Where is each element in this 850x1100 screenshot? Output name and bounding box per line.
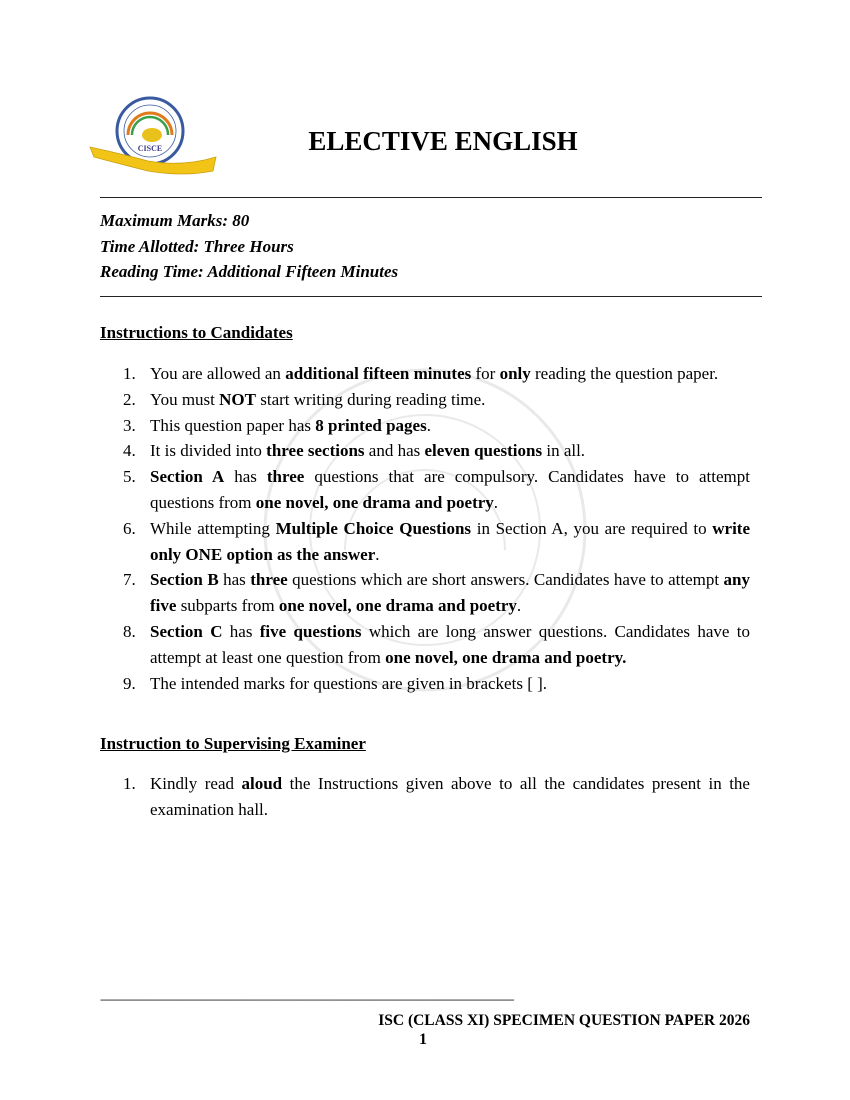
bold-text: only xyxy=(499,364,531,383)
bold-text: aloud xyxy=(241,774,283,793)
candidates-heading: Instructions to Candidates xyxy=(100,323,293,342)
page-number: 1 xyxy=(419,1031,427,1048)
text: start writing during reading time. xyxy=(255,389,486,409)
bold-text: write only ONE option as the answer xyxy=(150,518,751,564)
text: The intended marks for questions are given in brackets [ ]. xyxy=(150,673,548,693)
footer-text: ISC (CLASS XI) SPECIMEN QUESTION PAPER 2026 xyxy=(378,1012,750,1029)
item-number: 2. xyxy=(123,389,136,409)
instruction-item xyxy=(100,671,750,697)
bold-text: additional fifteen minutes xyxy=(285,364,472,383)
instruction-item xyxy=(100,516,750,568)
bold-text: Section A xyxy=(150,467,225,487)
instruction-item xyxy=(100,464,750,516)
footer-rule: ------------------------------------------------------------------------------------------------------------------------------------------ xyxy=(100,992,514,1006)
bold-text: three xyxy=(266,467,305,487)
bold-text: any five xyxy=(150,570,750,616)
bold-text: five questions xyxy=(259,621,362,641)
bold-text: three xyxy=(250,570,288,590)
item-number: 9. xyxy=(123,673,136,693)
text: has xyxy=(224,467,267,487)
svg-text:CISCE: CISCE xyxy=(137,144,163,153)
bold-text: Section C xyxy=(150,621,223,641)
item-number: 5. xyxy=(123,467,136,487)
item-number: 6. xyxy=(123,518,136,538)
text: has xyxy=(218,570,251,590)
max-marks: Maximum Marks: 80 xyxy=(100,211,250,230)
text: questions that are compulsory. Candidates have to attempt questions from xyxy=(150,467,750,512)
text: Kindly read xyxy=(150,774,242,793)
text: You must xyxy=(150,389,220,409)
text: . xyxy=(426,415,431,435)
instruction-item xyxy=(100,567,750,619)
item-number: 1. xyxy=(123,774,136,793)
bold-text: one novel, one drama and poetry xyxy=(278,596,517,616)
text: the Instructions given above to all the candidates present in the examination hall. xyxy=(150,774,750,819)
divider xyxy=(100,296,762,297)
time-allotted: Time Allotted: Three Hours xyxy=(100,237,294,256)
instruction-item xyxy=(100,413,750,439)
bold-text: one novel, one drama and poetry xyxy=(255,492,494,512)
bold-text: Section B xyxy=(150,570,219,590)
text: . xyxy=(375,544,380,564)
instruction-item xyxy=(100,438,750,464)
item-number: 7. xyxy=(123,570,136,590)
text: . xyxy=(516,596,522,616)
instruction-item xyxy=(100,387,750,413)
item-number: 8. xyxy=(123,621,136,641)
page-title: ELECTIVE ENGLISH xyxy=(308,126,578,156)
text: This question paper has xyxy=(150,415,316,435)
item-number: 3. xyxy=(123,415,136,435)
text: for xyxy=(471,364,500,383)
bold-text: NOT xyxy=(219,389,256,409)
bold-text: 8 printed pages xyxy=(315,415,427,435)
text: . xyxy=(493,492,499,512)
text: It is divided into xyxy=(150,441,267,461)
bold-text: one novel, one drama and poetry. xyxy=(385,647,627,667)
bold-text: eleven questions xyxy=(424,441,543,461)
divider xyxy=(100,197,762,198)
candidate-instructions-list xyxy=(100,361,750,696)
bold-text: Multiple Choice Questions xyxy=(275,518,472,538)
item-number: 1. xyxy=(123,364,136,383)
text: You are allowed an xyxy=(150,364,286,383)
instruction-item xyxy=(100,619,750,671)
text: subparts from xyxy=(176,596,279,616)
instruction-item xyxy=(100,771,750,823)
text: has xyxy=(222,621,260,641)
reading-time: Reading Time: Additional Fifteen Minutes xyxy=(100,262,399,281)
bold-text: three sections xyxy=(266,441,365,461)
text: reading the question paper. xyxy=(530,364,719,383)
examiner-instructions-list xyxy=(100,771,750,823)
text: and has xyxy=(364,441,425,461)
text: in all. xyxy=(542,441,586,461)
text: questions which are short answers. Candidates have to attempt xyxy=(287,570,724,590)
text: which are long answer questions. Candidates have to attempt at least one question from xyxy=(150,621,750,667)
examiner-heading: Instruction to Supervising Examiner xyxy=(100,734,366,753)
instruction-item xyxy=(100,361,750,387)
text: in Section A, you are required to xyxy=(471,518,713,538)
text: While attempting xyxy=(150,518,276,538)
item-number: 4. xyxy=(123,441,136,461)
